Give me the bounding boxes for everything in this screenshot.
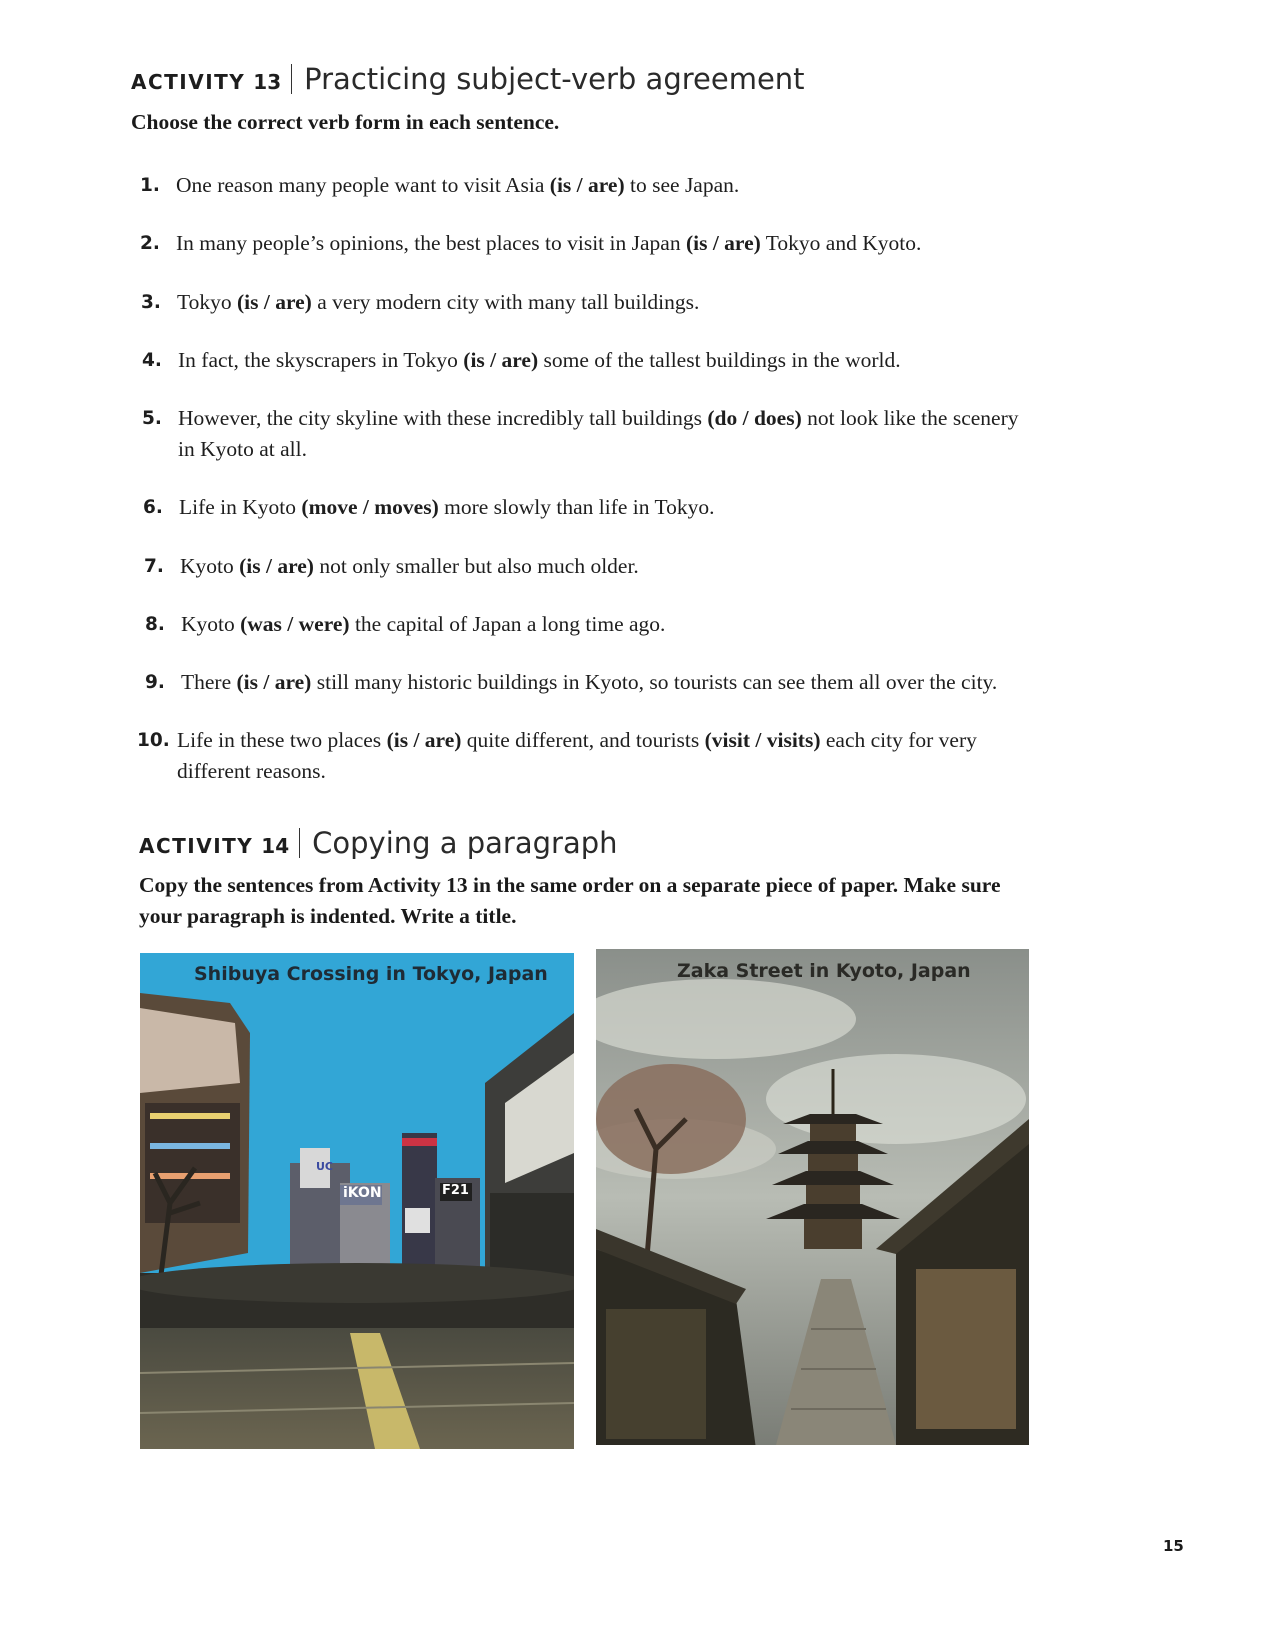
verb-choice: (is / are) bbox=[236, 670, 312, 694]
sign-uc: UC bbox=[316, 1160, 334, 1173]
item-text: Life in Kyoto bbox=[179, 495, 302, 519]
verb-choice: (is / are) bbox=[549, 173, 625, 197]
item-text: Kyoto bbox=[181, 612, 241, 636]
item-text: Life in these two places bbox=[177, 728, 387, 752]
exercise-item-5 bbox=[142, 403, 1028, 465]
activity-14-instruction: Copy the sentences from Activity 13 in the same order on a separate piece of paper. Make sure your paragraph is indented. Write a title. bbox=[139, 873, 1001, 928]
activity-title: Copying a paragraph bbox=[312, 826, 618, 860]
sign-ikon: iKON bbox=[343, 1185, 382, 1201]
verb-choice: (is / are) bbox=[685, 231, 761, 255]
verb-choice: (visit / visits) bbox=[704, 728, 821, 752]
exercise-item-4 bbox=[142, 345, 1058, 376]
heading-divider bbox=[291, 64, 292, 94]
kyoto-illustration bbox=[596, 949, 1029, 1445]
activity-number: 14 bbox=[261, 834, 290, 858]
item-text: each city for very different reasons. bbox=[177, 728, 977, 783]
item-number: 2. bbox=[140, 233, 160, 254]
item-number: 9. bbox=[145, 672, 165, 693]
item-text: Kyoto bbox=[180, 554, 240, 578]
activity-title: Practicing subject-verb agreement bbox=[304, 62, 805, 96]
item-number: 6. bbox=[143, 497, 163, 518]
item-text: quite different, and tourists bbox=[461, 728, 705, 752]
item-number: 1. bbox=[140, 175, 160, 196]
verb-choice: (was / were) bbox=[240, 612, 350, 636]
exercise-item-10 bbox=[137, 725, 1027, 787]
verb-choice: (is / are) bbox=[463, 348, 539, 372]
zaka-street-photo bbox=[596, 949, 1029, 1445]
item-number: 10. bbox=[137, 730, 170, 751]
exercise-item-1 bbox=[140, 170, 1056, 201]
item-text: In fact, the skyscrapers in Tokyo bbox=[178, 348, 464, 372]
exercise-item-9 bbox=[145, 667, 1071, 698]
item-text: some of the tallest buildings in the world. bbox=[538, 348, 901, 372]
item-number: 7. bbox=[144, 556, 164, 577]
verb-choice: (move / moves) bbox=[301, 495, 439, 519]
shibuya-crossing-photo bbox=[140, 953, 574, 1449]
item-number: 8. bbox=[145, 614, 165, 635]
item-text: There bbox=[181, 670, 237, 694]
activity-14-heading bbox=[139, 826, 618, 860]
item-text: However, the city skyline with these incredibly tall buildings bbox=[178, 406, 708, 430]
activity-13-instruction: Choose the correct verb form in each sentence. bbox=[131, 110, 560, 134]
exercise-item-7 bbox=[144, 551, 1060, 582]
exercise-item-6 bbox=[143, 492, 1059, 523]
shibuya-illustration bbox=[140, 953, 574, 1449]
verb-choice: (do / does) bbox=[707, 406, 802, 430]
sign-f21: F21 bbox=[442, 1183, 469, 1198]
verb-choice: (is / are) bbox=[386, 728, 462, 752]
item-number: 5. bbox=[142, 408, 162, 429]
item-text: not look like the scenery in Kyoto at all. bbox=[178, 406, 1019, 461]
exercise-item-2 bbox=[140, 228, 1056, 259]
exercise-item-8 bbox=[145, 609, 1061, 640]
page-number: 15 bbox=[1163, 1537, 1184, 1555]
activity-label: ACTIVITY bbox=[139, 834, 254, 858]
item-text: the capital of Japan a long time ago. bbox=[349, 612, 666, 636]
item-text: still many historic buildings in Kyoto, so tourists can see them all over the city. bbox=[311, 670, 998, 694]
item-text: a very modern city with many tall buildings. bbox=[311, 290, 700, 314]
activity-number: 13 bbox=[253, 70, 282, 94]
exercise-item-3 bbox=[141, 287, 1057, 318]
activity-13-heading bbox=[131, 62, 805, 96]
item-text: Tokyo bbox=[177, 290, 238, 314]
verb-choice: (is / are) bbox=[237, 290, 312, 314]
item-text: not only smaller but also much older. bbox=[313, 554, 639, 578]
item-text: more slowly than life in Tokyo. bbox=[438, 495, 715, 519]
right-photo-caption: Zaka Street in Kyoto, Japan bbox=[677, 960, 971, 982]
item-text: to see Japan. bbox=[624, 173, 740, 197]
left-photo-caption: Shibuya Crossing in Tokyo, Japan bbox=[194, 963, 548, 985]
item-number: 4. bbox=[142, 350, 162, 371]
item-text: In many people’s opinions, the best places to visit in Japan bbox=[176, 231, 686, 255]
item-text: Tokyo and Kyoto. bbox=[760, 231, 922, 255]
item-text: One reason many people want to visit Asia bbox=[176, 173, 550, 197]
verb-choice: (is / are) bbox=[239, 554, 314, 578]
item-number: 3. bbox=[141, 292, 161, 313]
heading-divider bbox=[299, 828, 300, 858]
activity-label: ACTIVITY bbox=[131, 70, 246, 94]
